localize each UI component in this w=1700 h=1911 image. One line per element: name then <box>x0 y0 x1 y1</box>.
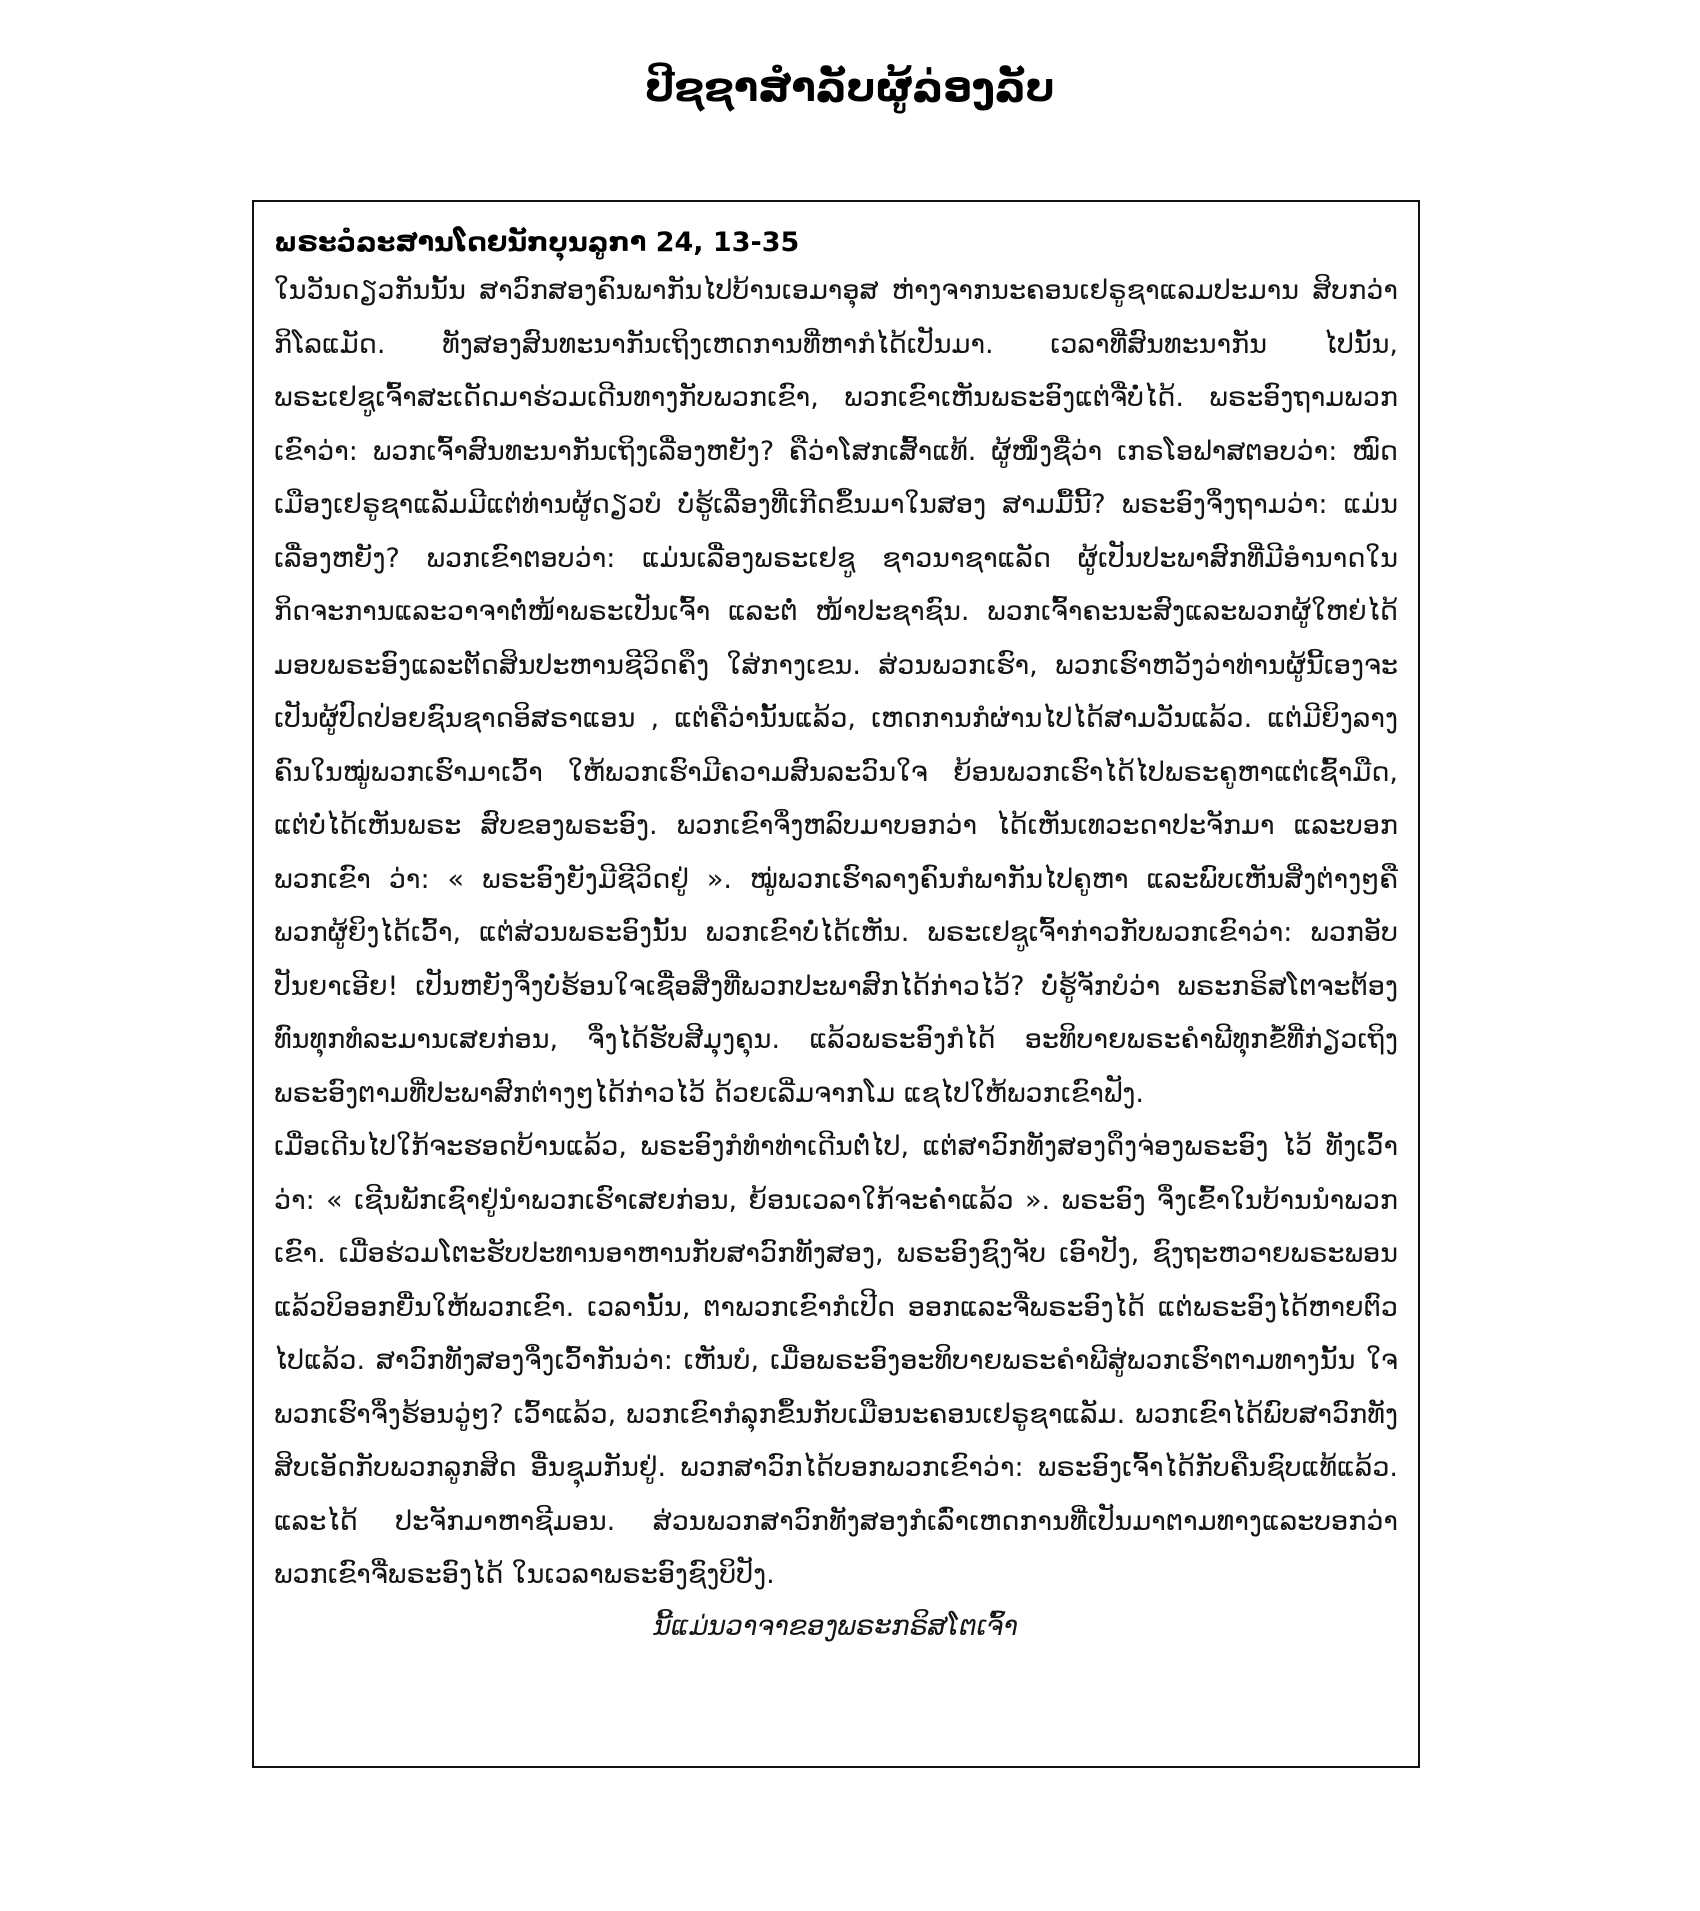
reading-heading: ພຣະວໍລະສານໂດຍນັກບຸນລູກາ 24, 13-35 <box>274 227 800 258</box>
page-title: ປີຊຊາສຳລັບຜູ້ລ່ອງລັບ <box>645 65 1055 111</box>
reading-paragraph-2: ເມື່ອເດີນໄປໃກ້ຈະຮອດບ້ານແລ້ວ, ພຣະອົງກໍທຳທ່າເດີນຕໍ່ໄປ, ແຕ່ສາວົກທັງສອງດຶງຈ່ອງພຣະອົງ ໄວ້ ທັງເວົ້າວ່າ: « ເຊີນພັກເຊົາຢູ່ນຳພວກເຮົາເສຍກ່ອນ, ຍ້ອນເວລາໃກ້ຈະຄ່ຳແລ້ວ ». ພຣະອົງ ຈຶ່ງເຂົ້າໃນບ້ານນຳພວກເຂົາ. ເມື່ອຮ່ວມໂຕະຮັບປະທານອາຫານກັບສາວົກທັງສອງ, ພຣະອົງຊົງຈັບ ເອົາປັງ, ຊົງຖະຫວາຍພຣະພອນ ແລ້ວບິອອກຍື່ນໃຫ້ພວກເຂົາ. ເວລານັ້ນ, ຕາພວກເຂົາກໍເປີດ ອອກແລະຈື່ພຣະອົງໄດ້ ແຕ່ພຣະອົງໄດ້ຫາຍຕົວໄປແລ້ວ. ສາວົກທັງສອງຈຶ່ງເວົ້າກັນວ່າ: ເຫັນບໍ, ເມື່ອພຣະອົງອະທິບາຍພຣະຄຳພີສູ່ພວກເຮົາຕາມທາງນັ້ນ ໃຈພວກເຮົາຈຶ່ງຮ້ອນວູ່ໆ? ເວົ້າແລ້ວ, ພວກເຂົາກໍລຸກຂຶ້ນກັບເມືອນະຄອນເຢຣູຊາແລັມ. ພວກເຂົາໄດ້ພົບສາວົກທັງສິບເອັດກັບພວກລູກສິດ ອື່ນຊຸມກັນຢູ່. ພວກສາວົກໄດ້ບອກພວກເຂົາວ່າ: ພຣະອົງເຈົ້າໄດ້ກັບຄືນຊົບແທ້ແລ້ວ. ແລະໄດ້ ປະຈັກມາຫາຊີມອນ. ສ່ວນພວກສາວົກທັງສອງກໍເລົ່າເຫດການທີ່ເປັນມາຕາມທາງແລະບອກວ່າ ພວກເຂົາຈື່ພຣະອົງໄດ້ ໃນເວລາພຣະອົງຊົງບິປັງ. <box>274 1131 1398 1590</box>
reading-closing: ນີ້ແມ່ນວາຈາຂອງພຣະກຣິສໂຕເຈົ້າ <box>653 1610 1019 1642</box>
reading-box <box>252 200 1420 1768</box>
reading-paragraph-1: ໃນວັນດຽວກັນນັ້ນ ສາວົກສອງຄົນພາກັນໄປບ້ານເອມາອຸສ ຫ່າງຈາກນະຄອນເຢຣູຊາແລມປະມານ ສິບກວ່າກິໂລແມັດ. ທັງສອງສົນທະນາກັນເຖິງເຫດການທີ່ຫາກໍໄດ້ເປັນມາ. ເວລາທີ່ສົນທະນາກັນ ໄປນັ້ນ, ພຣະເຢຊູເຈົ້າສະເດັດມາຮ່ວມເດີນທາງກັບພວກເຂົາ, ພວກເຂົາເຫັນພຣະອົງແຕ່ຈື່ບໍ່ໄດ້. ພຣະອົງຖາມພວກເຂົາວ່າ: ພວກເຈົ້າສົນທະນາກັນເຖິງເລື່ອງຫຍັງ? ຄືວ່າໂສກເສົ້າແທ້. ຜູ້ໜຶ່ງຊື່ວ່າ ເກຣໂອຟາສຕອບວ່າ: ໝົດເມືອງເຢຣູຊາແລັມມີແຕ່ທ່ານຜູ້ດຽວບໍ ບໍ່ຮູ້ເລື່ອງທີ່ເກີດຂຶ້ນມາໃນສອງ ສາມມື້ນີ້? ພຣະອົງຈຶ່ງຖາມວ່າ: ແມ່ນເລື່ອງຫຍັງ? ພວກເຂົາຕອບວ່າ: ແມ່ນເລື່ອງພຣະເຢຊູ ຊາວນາຊາແລັດ ຜູ້ເປັນປະພາສົກທີ່ມີອຳນາດໃນກິດຈະການແລະວາຈາຕໍ່ໜ້າພຣະເປັນເຈົ້າ ແລະຕໍ່ ໜ້າປະຊາຊົນ. ພວກເຈົ້າຄະນະສົງແລະພວກຜູ້ໃຫຍ່ໄດ້ມອບພຣະອົງແລະຕັດສິນປະຫານຊີວິດຄຶງ ໃສ່ກາງເຂນ. ສ່ວນພວກເຮົາ, ພວກເຮົາຫວັງວ່າທ່ານຜູ້ນີ້ເອງຈະເປັນຜູ້ປົດປ່ອຍຊົນຊາດອິສຣາແອນ , ແຕ່ຄືວ່ານັ້ນແລ້ວ, ເຫດການກໍຜ່ານໄປໄດ້ສາມວັນແລ້ວ. ແຕ່ມີຍິງລາງຄົນໃນໝູ່ພວກເຮົາມາເວົ້າ ໃຫ້ພວກເຮົາມີຄວາມສົນລະວົນໃຈ ຍ້ອນພວກເຮົາໄດ້ໄປພຣະຄູຫາແຕ່ເຊົ້າມືດ, ແຕ່ບໍ່ໄດ້ເຫັນພຣະ ສົບຂອງພຣະອົງ. ພວກເຂົາຈຶ່ງຫລົບມາບອກວ່າ ໄດ້ເຫັນເທວະດາປະຈັກມາ ແລະບອກພວກເຂົາ ວ່າ: « ພຣະອົງຍັງມີຊີວິດຢູ່ ». ໝູ່ພວກເຮົາລາງຄົນກໍພາກັນໄປຄູຫາ ແລະພົບເຫັນສິ່ງຕ່າງໆຄື ພວກຜູ້ຍິງໄດ້ເວົ້າ, ແຕ່ສ່ວນພຣະອົງນັ້ນ ພວກເຂົາບໍ່ໄດ້ເຫັນ. ພຣະເຢຊູເຈົ້າກ່າວກັບພວກເຂົາວ່າ: ພວກອັບປັນຍາເອີຍ! ເປັນຫຍັງຈຶ່ງບໍ່ຮ້ອນໃຈເຊື່ອສິ່ງທີ່ພວກປະພາສົກໄດ້ກ່າວໄວ້? ບໍ່ຮູ້ຈັກບໍວ່າ ພຣະກຣິສໂຕຈະຕ້ອງທົນທຸກທໍລະມານເສຍກ່ອນ, ຈຶ່ງໄດ້ຮັບສີມຸງຄຸນ. ແລ້ວພຣະອົງກໍໄດ້ ອະທິບາຍພຣະຄຳພີທຸກຂໍ້ທີ່ກ່ຽວເຖິງພຣະອົງຕາມທີ່ປະພາສົກຕ່າງໆໄດ້ກ່າວໄວ້ ດ້ວຍເລີ່ມຈາກໂມ ແຊໄປໃຫ້ພວກເຂົາຟັງ. <box>274 275 1398 1109</box>
